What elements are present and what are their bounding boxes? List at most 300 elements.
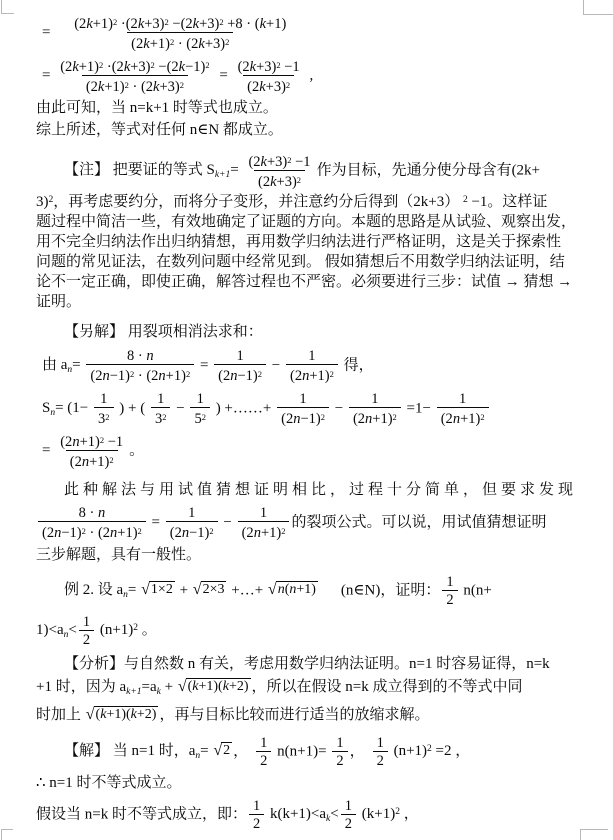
text-run: 1 xyxy=(259,505,268,521)
text-boundary-mark-top-left xyxy=(1,0,14,14)
text-segment xyxy=(252,679,523,695)
text-run: 1 xyxy=(336,735,344,751)
superscript: 2 xyxy=(201,412,206,422)
text-run: 1 xyxy=(157,391,165,407)
text-run: 【分析】与自然数 n 有关，考虑用数学归纳法证明。n=1 时容易证得，n=k xyxy=(64,656,550,672)
text-run: +…+ xyxy=(227,582,267,599)
text-run: − xyxy=(268,357,284,374)
superscript: 2 xyxy=(281,526,286,536)
text-run: 用不完全归纳法作出归纳猜想，再用数学归纳法进行严格证明，这是关于探索性 xyxy=(36,234,562,250)
text-run: (2 xyxy=(218,368,231,384)
note-line-6 xyxy=(36,272,588,292)
text-run: 此种解法与用试值猜想证明相比，过程十分简单，但要求发现 xyxy=(64,482,578,498)
document-content[interactable] xyxy=(36,8,588,832)
math-variable: n xyxy=(102,368,110,384)
text-run: 5 xyxy=(194,411,202,427)
text-segment xyxy=(159,707,429,723)
math-variable: n xyxy=(293,411,301,427)
fraction xyxy=(38,505,146,541)
fraction xyxy=(373,735,388,769)
fraction-numerator xyxy=(79,614,94,630)
fraction-denominator xyxy=(256,751,271,769)
text-segment xyxy=(268,357,284,373)
comparison-line-3 xyxy=(36,545,588,565)
fraction-numerator xyxy=(232,348,247,364)
fraction-numerator xyxy=(56,432,127,450)
math-variable: k xyxy=(259,16,267,32)
text-run: 题过程中简洁一些，有效地确定了证题的方向。本题的思路是从试验、观察出发， xyxy=(36,214,577,230)
text-run: 2 xyxy=(223,743,231,759)
text-segment xyxy=(36,122,283,138)
text-run: +1) xyxy=(89,454,110,470)
text-run: ( xyxy=(284,582,290,598)
comparison-line-2 xyxy=(36,505,588,541)
text-run: ， xyxy=(233,743,249,760)
radicand xyxy=(186,678,251,695)
text-segment xyxy=(64,482,577,498)
fraction-denominator xyxy=(373,751,388,769)
text-run: −1) xyxy=(109,368,130,384)
superscript: 2 xyxy=(179,80,184,90)
text-run: (2 xyxy=(289,368,303,384)
text-run: 【另解】 用裂项相消法求和： xyxy=(64,324,263,340)
fraction-denominator xyxy=(166,521,218,541)
superscript: 2 xyxy=(392,412,397,422)
math-variable: n xyxy=(146,348,154,364)
fraction-denominator xyxy=(94,407,114,427)
fraction-numerator xyxy=(249,798,264,814)
fraction-denominator xyxy=(349,407,401,427)
fraction-denominator xyxy=(243,75,294,95)
fraction xyxy=(151,391,171,427)
text-run: ∴ n=1 时不等式成立。 xyxy=(36,775,182,791)
text-run: 论不一定正确，即使正确，解答过程也不严密。必须要进行三步：试值 → 猜想 → xyxy=(36,274,573,290)
text-run: ·(2 xyxy=(103,59,124,75)
superscript: 2 xyxy=(99,435,105,445)
text-run: ， xyxy=(349,743,365,760)
math-variable: k xyxy=(270,174,277,190)
superscript: 2 xyxy=(219,17,224,27)
text-run: = xyxy=(42,24,55,41)
math-variable: k xyxy=(192,16,200,32)
fraction xyxy=(234,57,304,95)
text-run: k(k+1)<a xyxy=(266,806,327,823)
text-run: · (2 xyxy=(174,36,199,52)
superscript: 2 xyxy=(285,80,291,90)
text-run: 。 xyxy=(138,622,157,639)
conclusion-line-1 xyxy=(36,98,588,118)
fraction xyxy=(341,798,356,832)
text-run: 2 xyxy=(336,753,344,769)
text-run: 2 xyxy=(344,816,352,832)
text-run: · (2 xyxy=(128,79,154,95)
text-segment xyxy=(176,582,192,598)
subscript: n xyxy=(123,590,128,601)
fraction-denominator xyxy=(277,407,329,427)
text-run: = xyxy=(42,442,55,459)
text-segment xyxy=(42,24,54,40)
text-run: −1 xyxy=(280,59,300,75)
text-segment xyxy=(36,547,201,563)
math-variable: n xyxy=(289,582,297,598)
fraction-numerator xyxy=(96,391,111,407)
math-variable: k xyxy=(192,679,199,694)
math-variable: k xyxy=(143,36,150,52)
text-run: 1 xyxy=(308,348,316,364)
text-run: −1。这样证 xyxy=(467,194,548,210)
fraction-denominator xyxy=(86,364,194,384)
text-run: − xyxy=(330,400,347,417)
superscript: 2 xyxy=(287,155,292,165)
text-run: n(n+1)= xyxy=(273,743,331,760)
text-run: ) + ( xyxy=(115,400,149,417)
fraction-denominator xyxy=(341,814,356,832)
text-run: +3) xyxy=(276,174,297,190)
text-run: + xyxy=(160,679,177,695)
subscript: k+1 xyxy=(214,170,231,181)
text-run: = xyxy=(215,67,232,84)
math-variable: k xyxy=(123,59,131,75)
math-variable: k xyxy=(249,59,257,75)
text-run: +1) xyxy=(372,411,393,427)
text-segment xyxy=(64,656,550,672)
text-segment xyxy=(64,582,141,601)
text-segment xyxy=(116,400,149,416)
comparison-line-1 xyxy=(64,480,588,500)
text-run: 1×2 xyxy=(150,582,173,598)
text-run: −(2 xyxy=(154,59,179,75)
text-segment xyxy=(460,582,492,598)
text-run: 1)<a xyxy=(36,622,64,639)
text-run: < xyxy=(68,622,77,639)
text-segment xyxy=(36,274,572,290)
text-segment xyxy=(42,357,85,376)
equation-step-line-1 xyxy=(42,14,588,52)
math-variable: n xyxy=(230,368,238,384)
text-run: (n+1) xyxy=(96,622,134,639)
fraction-numerator xyxy=(256,735,271,751)
text-segment xyxy=(350,743,365,759)
text-run: (2 xyxy=(42,525,55,541)
text-run: 【解】 当 n=1 时，a xyxy=(64,743,196,760)
subscript: n xyxy=(195,751,201,762)
superscript: 2 xyxy=(150,60,155,70)
text-run: (2 xyxy=(352,411,366,427)
fraction xyxy=(166,505,218,541)
subscript: k xyxy=(326,814,331,825)
math-variable: n xyxy=(158,368,166,384)
text-segment xyxy=(212,400,275,416)
analysis-line-2 xyxy=(36,677,588,702)
fraction xyxy=(249,798,264,832)
radical-sign-icon: √ xyxy=(85,706,95,723)
text-segment xyxy=(36,100,278,116)
text-run: (2 xyxy=(247,79,260,95)
text-run: 综上所述，等式对任何 n∈N 都成立。 xyxy=(36,122,283,138)
math-variable: n xyxy=(302,368,310,384)
text-segment xyxy=(331,400,347,416)
fraction xyxy=(79,614,94,648)
radical xyxy=(193,581,227,598)
text-segment xyxy=(96,622,157,638)
text-run: (2 xyxy=(60,434,73,450)
text-run: 作为目标，先通分使分母含有(2k+ xyxy=(316,162,541,179)
example2-line-2 xyxy=(36,614,588,648)
text-segment xyxy=(172,400,188,416)
math-variable: k xyxy=(97,79,105,95)
text-segment xyxy=(64,324,263,340)
fraction-denominator xyxy=(38,521,146,541)
text-run: (2 xyxy=(69,454,82,470)
text-segment xyxy=(42,67,54,83)
note-line-4 xyxy=(36,232,588,252)
text-run: 2×3 xyxy=(202,582,225,598)
solution-line-3 xyxy=(36,798,588,832)
math-variable: k xyxy=(153,79,160,95)
text-segment xyxy=(64,743,213,762)
text-run: ， xyxy=(399,806,419,823)
text-run: < xyxy=(330,806,339,823)
text-run: 2 xyxy=(376,753,384,769)
text-run: 1 xyxy=(252,798,261,814)
text-run: −1 xyxy=(291,154,311,170)
fraction xyxy=(238,505,290,541)
text-run: 假设当 n=k 时不等式成立，即： xyxy=(36,806,247,823)
text-run: +1)( xyxy=(106,707,131,722)
fraction xyxy=(214,348,266,384)
superscript: 2 xyxy=(462,195,468,205)
text-run: (n∈N)，证明： xyxy=(340,582,441,599)
text-run: (2 xyxy=(131,36,144,52)
text-run: ，再考虑要约分，而将分子变形，并注意约分后得到（2k+3） xyxy=(53,194,463,210)
radicand xyxy=(201,581,227,598)
radical xyxy=(268,581,318,598)
text-run: 8 · xyxy=(126,348,147,364)
math-variable: n xyxy=(277,582,285,598)
text-segment xyxy=(36,679,177,695)
alt-solution-sn-line xyxy=(42,391,588,427)
superscript: 2 xyxy=(137,526,142,536)
text-run: +2) xyxy=(136,707,157,722)
text-run: 3 xyxy=(98,411,106,427)
superscript: 2 xyxy=(105,412,110,422)
text-run: = xyxy=(196,357,213,374)
text-segment xyxy=(403,400,435,416)
math-variable: k xyxy=(72,59,79,75)
text-run: 时加上 xyxy=(36,707,85,723)
text-run: 。 xyxy=(129,442,145,459)
text-run: +3) xyxy=(256,59,277,75)
radical xyxy=(86,706,159,723)
text-segment xyxy=(42,400,93,419)
text-run: 1 xyxy=(236,348,244,364)
math-variable: n xyxy=(110,525,118,541)
radical-sign-icon: √ xyxy=(213,742,223,760)
text-run: 1 xyxy=(446,574,454,590)
superscript: 2 xyxy=(185,369,191,379)
text-run: = xyxy=(147,514,164,531)
text-run: 1 xyxy=(260,735,268,751)
text-run: −(2 xyxy=(168,16,193,32)
note-line-5 xyxy=(36,252,588,272)
text-segment xyxy=(36,294,81,310)
text-run: S xyxy=(42,400,51,417)
text-run: 【注】 把要证的等式 S xyxy=(64,162,215,179)
text-run: 的裂项公式。可以说，用试值猜想证明 xyxy=(291,514,547,531)
text-run: +8 · ( xyxy=(223,16,260,32)
text-run: +1) xyxy=(117,525,138,541)
text-run: +1) xyxy=(104,79,125,95)
text-run: ( xyxy=(187,679,193,694)
superscript: 2 xyxy=(257,369,263,379)
fraction-numerator xyxy=(75,505,110,521)
text-run: 三步解题，具有一般性。 xyxy=(36,547,202,563)
fraction xyxy=(86,348,194,384)
text-run: +3) xyxy=(130,59,151,75)
text-run: (2 xyxy=(237,59,250,75)
text-run: 2 xyxy=(260,753,268,769)
text-segment xyxy=(358,806,419,822)
text-run: +1) xyxy=(149,36,170,52)
superscript: 2 xyxy=(225,37,230,47)
fraction xyxy=(56,432,127,470)
superscript: 2 xyxy=(209,526,214,536)
text-run: +3) xyxy=(199,16,220,32)
text-run: +1) xyxy=(260,525,282,541)
fraction-numerator xyxy=(304,348,319,364)
text-run: 证明。 xyxy=(36,294,82,310)
superscript: 2 xyxy=(427,744,432,755)
superscript: 2 xyxy=(109,455,114,465)
text-run: (2 xyxy=(248,154,261,170)
text-run: 3) xyxy=(36,194,49,210)
text-run: =2 ， xyxy=(431,743,471,760)
fraction-denominator xyxy=(79,630,94,648)
text-run: ( xyxy=(95,707,101,722)
fraction-numerator xyxy=(193,391,208,407)
math-variable: n xyxy=(452,411,461,427)
text-run: · (2 xyxy=(85,525,111,541)
text-segment xyxy=(148,514,164,530)
note-line-2 xyxy=(36,190,588,212)
subscript: k xyxy=(156,687,161,697)
fraction xyxy=(332,735,347,769)
text-run: = (1− xyxy=(55,400,93,417)
fraction xyxy=(256,735,271,769)
text-segment xyxy=(306,67,314,83)
superscript: 2 xyxy=(99,60,104,70)
fraction-denominator xyxy=(249,814,264,832)
fraction-numerator xyxy=(455,391,470,407)
fraction-numerator xyxy=(56,57,213,75)
fraction xyxy=(244,152,314,190)
math-variable: k xyxy=(222,679,229,694)
text-run: (2 xyxy=(241,525,254,541)
alt-solution-heading xyxy=(64,322,588,342)
text-run: (2 xyxy=(90,368,103,384)
fraction-numerator xyxy=(332,735,347,751)
text-run: +1) xyxy=(296,582,316,598)
text-run: −1) xyxy=(185,59,206,75)
solution-line-2 xyxy=(36,773,588,793)
solution-line-1 xyxy=(64,735,588,769)
fraction-numerator xyxy=(367,391,382,407)
math-variable: n xyxy=(97,505,106,521)
radicand xyxy=(276,581,318,598)
math-variable: n xyxy=(253,525,261,541)
superscript: 2 xyxy=(124,80,129,90)
text-run: 问题的常见证法，在数列问题中经常见到。 假如猜想后不用数学归纳法证明，结 xyxy=(36,254,565,270)
text-run: = xyxy=(72,357,85,374)
radical xyxy=(213,742,232,759)
fraction-denominator xyxy=(127,32,233,52)
text-run: +1) xyxy=(78,59,100,75)
fraction xyxy=(56,57,213,95)
text-run: 1 xyxy=(196,391,204,407)
text-run: +3) xyxy=(266,154,288,170)
text-run: (2 xyxy=(74,16,87,32)
fraction-denominator xyxy=(66,450,118,470)
text-run: −1) xyxy=(61,525,82,541)
text-segment xyxy=(273,743,330,759)
fraction-denominator xyxy=(286,364,338,384)
fraction-numerator xyxy=(341,798,356,814)
text-run: 由 a xyxy=(42,357,68,374)
text-run: − xyxy=(219,514,236,531)
superscript: 2 xyxy=(395,807,400,818)
fraction-numerator xyxy=(70,14,290,32)
text-segment xyxy=(36,194,547,210)
fraction xyxy=(190,391,210,427)
radicand xyxy=(149,581,175,598)
math-variable: k xyxy=(260,154,267,170)
fraction-numerator xyxy=(373,735,388,751)
text-run: (n+1) xyxy=(389,743,428,760)
superscript: 2 xyxy=(113,17,118,27)
text-run: ·(2 xyxy=(117,16,138,32)
fraction xyxy=(437,391,489,427)
text-run: ) +……+ xyxy=(211,400,276,417)
text-run: ，所以在假设 n=k 成立得到的不等式中同 xyxy=(251,679,523,695)
text-run: −1 xyxy=(104,434,124,450)
superscript: 2 xyxy=(205,60,210,70)
text-run: (2 xyxy=(60,59,73,75)
example2-line-1 xyxy=(64,574,588,608)
fraction-denominator xyxy=(190,407,210,427)
math-variable: k xyxy=(198,36,205,52)
alt-solution-result-line xyxy=(42,432,588,470)
text-run: , xyxy=(305,67,314,84)
subscript: n xyxy=(67,365,73,376)
text-segment xyxy=(36,234,561,250)
fraction-numerator xyxy=(442,574,457,590)
fraction-numerator xyxy=(256,505,271,521)
text-run: 由此可知，当 n=k+1 时等式也成立。 xyxy=(36,100,278,116)
radical-sign-icon: √ xyxy=(141,581,150,599)
text-boundary-mark-bottom-left xyxy=(1,829,13,840)
text-run: 得， xyxy=(339,357,374,374)
note-line-1 xyxy=(64,152,588,190)
text-segment xyxy=(129,442,144,458)
text-segment xyxy=(390,743,470,759)
fraction-numerator xyxy=(123,348,158,364)
conclusion-line-2 xyxy=(36,120,588,140)
text-run: −1) xyxy=(300,411,321,427)
text-segment xyxy=(36,254,565,270)
analysis-line-3 xyxy=(36,705,588,725)
text-segment xyxy=(341,582,440,598)
text-segment xyxy=(36,214,576,230)
